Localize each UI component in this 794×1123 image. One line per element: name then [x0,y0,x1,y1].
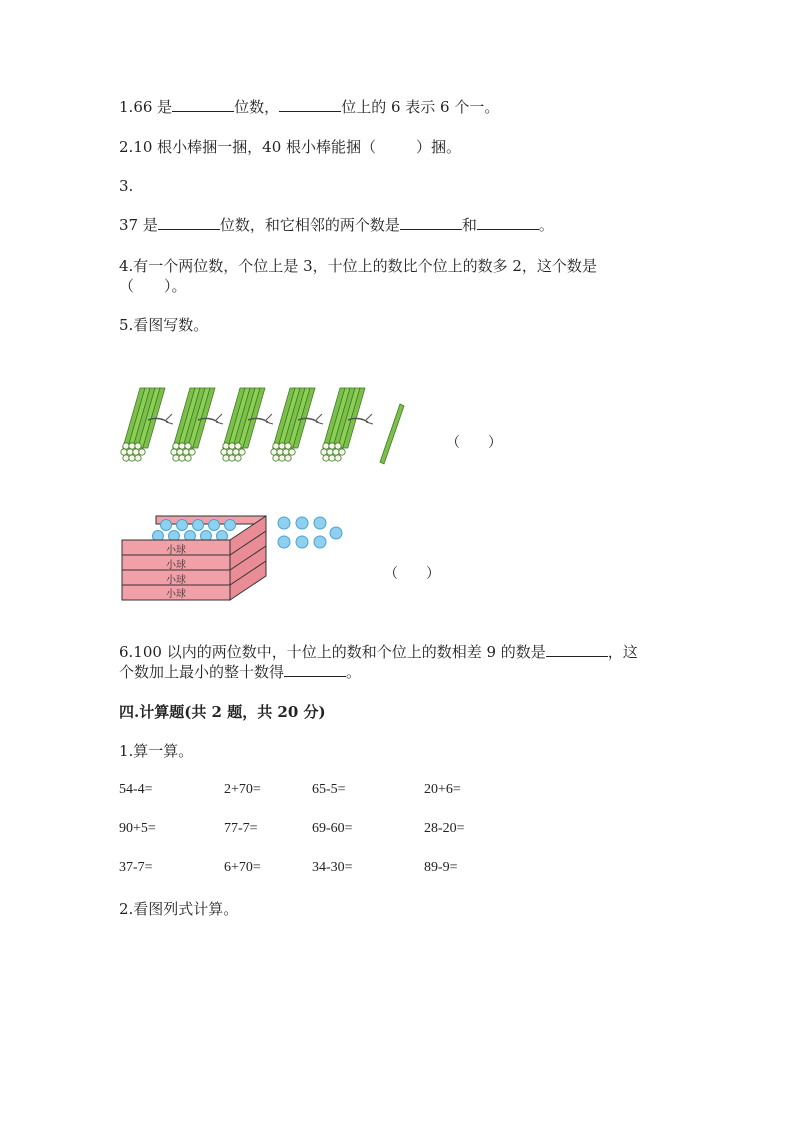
calc-item[interactable]: 90+5= [119,821,156,836]
stick-bundle [321,388,373,461]
box-label: 小球 [166,545,186,556]
question-3: 37 是 位数，和它相邻的两个数是 和 。 [119,216,554,234]
calc-item[interactable]: 34-30= [312,860,353,875]
question-5-title: 5.看图写数。 [119,316,209,334]
calc-item[interactable]: 6+70= [224,860,261,875]
question-6-line1: 6.100 以内的两位数中，十位上的数和个位上的数相差 9 的数是 ，这 [119,643,638,661]
question-2: 2.10 根小棒捆一捆，40 根小棒能捆（ ）捆。 [119,138,462,156]
question-4-line1: 4.有一个两位数，个位上是 3，十位上的数比个位上的数多 2，这个数是 [119,257,597,275]
answer-paren-2[interactable]: （ ） [384,566,440,582]
question-last: 2.看图列式计算。 [119,900,239,918]
answer-blank[interactable] [158,215,220,230]
section-title: 四.计算题(共 2 题，共 20 分) [119,703,326,721]
answer-paren-1[interactable]: （ ） [446,435,502,451]
stick-bundle [171,388,223,461]
question-6-line2: 个数加上最小的整十数得 。 [119,663,362,681]
stick-bundles-picture [118,384,418,468]
question-3-number: 3. [119,177,134,195]
answer-blank[interactable] [546,642,608,657]
answer-blank[interactable] [172,97,234,112]
stick-bundle [271,388,323,461]
ball-box-picture [120,512,346,602]
box-label: 小球 [166,589,186,600]
stick-bundle [221,388,273,461]
calc-item[interactable]: 77-7= [224,821,258,836]
single-stick [380,404,404,464]
question-4-line2[interactable]: （ ）。 [119,277,187,295]
calc-item[interactable]: 54-4= [119,782,153,797]
answer-blank[interactable] [279,97,341,112]
answer-blank[interactable] [284,662,346,677]
calc-item[interactable]: 20+6= [424,782,461,797]
calc-item[interactable]: 89-9= [424,860,458,875]
stick-bundle [121,388,173,461]
question-1: 1.66 是 位数， 位上的 6 表示 6 个一。 [119,98,500,116]
calc-item[interactable]: 28-20= [424,821,465,836]
loose-balls [278,517,342,548]
box-label: 小球 [166,560,186,571]
answer-blank[interactable] [400,215,462,230]
calc-title: 1.算一算。 [119,742,194,760]
answer-blank[interactable] [477,215,539,230]
calc-item[interactable]: 69-60= [312,821,353,836]
calc-item[interactable]: 37-7= [119,860,153,875]
calc-item[interactable]: 65-5= [312,782,346,797]
calc-item[interactable]: 2+70= [224,782,261,797]
box-label: 小球 [166,575,186,586]
